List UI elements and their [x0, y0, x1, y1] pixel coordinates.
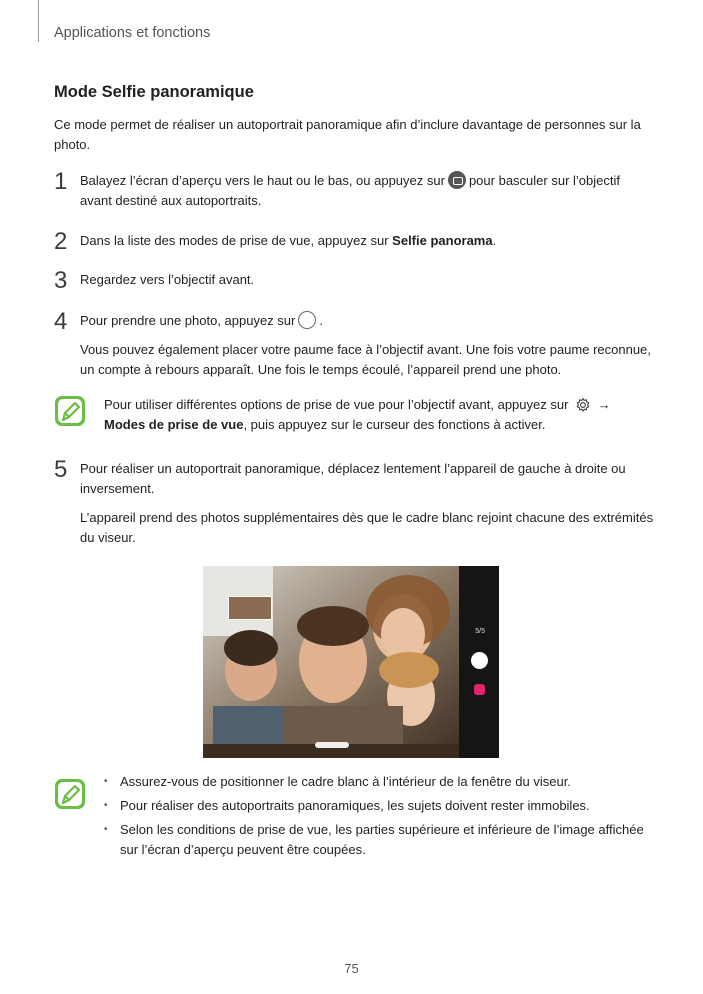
step-text-part: Pour prendre une photo, appuyez sur: [80, 313, 296, 328]
step-text-part: pour basculer sur l’objectif avant destiné aux autoportraits.: [80, 173, 620, 208]
step-subtext: Vous pouvez également placer votre paume face à l’objectif avant. Une fois votre paume reconnue, un compte à rebours apparaît. Une fois le temps écoulé, l’appareil prend une photo.: [80, 342, 651, 377]
note-box: [54, 395, 654, 435]
shutter-icon: [298, 311, 316, 329]
step-text-part: Balayez l’écran d’aperçu vers le haut ou le bas, ou appuyez sur: [80, 173, 445, 188]
note-icon: [54, 778, 86, 810]
note-text-part: , puis appuyez sur le curseur des fonctions à activer.: [243, 417, 546, 432]
header-title: Applications et fonctions: [54, 25, 211, 41]
step-subtext: L’appareil prend des photos supplémentaires dès que le cadre blanc rejoint chacune des extrémités du viseur.: [80, 510, 654, 545]
camera-switch-icon: [448, 171, 466, 189]
header-rule: [38, 0, 39, 42]
step-3: [54, 267, 654, 294]
note-box-bullets: [54, 772, 654, 864]
note-text: [104, 395, 654, 435]
step-5: [54, 456, 654, 548]
note-icon: [54, 395, 86, 427]
effect-icon: [474, 684, 485, 695]
step-number: 4: [54, 308, 68, 335]
note-text-part: Pour utiliser différentes options de prise de vue pour l’objectif avant, appuyez sur: [104, 397, 569, 412]
camera-control-bar: [459, 566, 499, 758]
step-number: 3: [54, 267, 68, 294]
mode-name: Selfie panorama: [392, 233, 493, 248]
step-text: [80, 311, 654, 331]
note-bullet-list: [104, 772, 654, 860]
note-bullet: • Assurez-vous de positionner le cadre blanc à l’intérieur de la fenêtre du viseur.: [104, 772, 654, 792]
section-intro: Ce mode permet de réaliser un autoportrait panoramique afin d’inclure davantage de personnes sur la photo.: [54, 117, 641, 152]
step-text: Pour réaliser un autoportrait panoramique, déplacez lentement l’appareil de gauche à droite ou inversement.: [80, 461, 626, 496]
shutter-button: [471, 652, 488, 669]
menu-name: Modes de prise de vue: [104, 417, 244, 432]
selfie-panorama-screenshot: [203, 566, 499, 758]
arrow: →: [597, 397, 611, 412]
step-text: [80, 171, 654, 211]
panorama-thumbnail: [228, 596, 272, 620]
shot-counter: 5/5: [475, 628, 485, 635]
step-text-part: .: [492, 233, 497, 248]
step-text: [80, 231, 654, 251]
step-4: [54, 308, 654, 380]
step-number: 1: [54, 168, 68, 195]
page-number: 75: [344, 961, 359, 976]
panorama-progress-pill: [315, 742, 349, 748]
step-number: 2: [54, 228, 68, 255]
gear-icon: [575, 397, 591, 413]
photo-scene: [203, 566, 459, 758]
section-title: Mode Selfie panoramique: [54, 83, 254, 101]
note-bullet: • Pour réaliser des autoportraits panoramiques, les sujets doivent rester immobiles.: [104, 796, 654, 816]
step-1: [54, 168, 654, 211]
step-number: 5: [54, 456, 68, 483]
step-text: Regardez vers l’objectif avant.: [80, 272, 255, 287]
step-text-part: Dans la liste des modes de prise de vue, appuyez sur: [80, 233, 393, 248]
note-bullet: • Selon les conditions de prise de vue, les parties supérieure et inférieure de l’image affichée sur l’écran d’aperçu peuvent être coupées.: [104, 820, 654, 860]
step-2: [54, 228, 654, 255]
step-text-part: .: [319, 313, 323, 328]
